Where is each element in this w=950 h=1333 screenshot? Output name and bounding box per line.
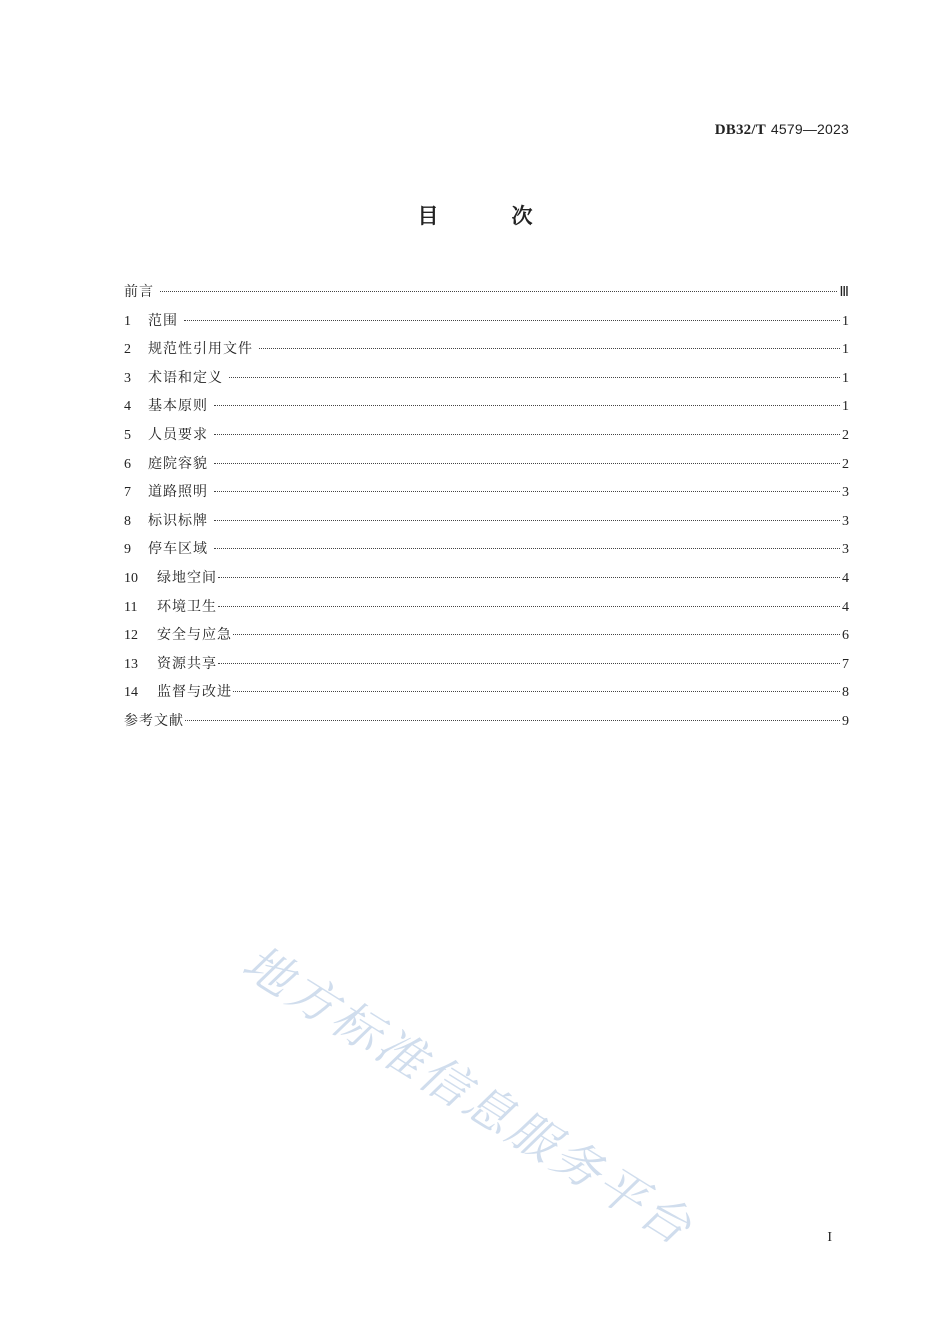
toc-item-page: 9 xyxy=(842,713,849,729)
toc-item[interactable] xyxy=(124,478,849,507)
standard-code xyxy=(715,120,849,139)
toc-item[interactable] xyxy=(124,535,849,564)
toc-item-page: Ⅲ xyxy=(839,285,849,300)
toc-item-label: 庭院容貌 xyxy=(148,455,208,472)
page-title: 目 次 xyxy=(417,204,559,228)
toc-item-page: 1 xyxy=(842,370,849,386)
toc-item-page: 2 xyxy=(842,427,849,443)
toc-item-label: 人员要求 xyxy=(148,426,208,443)
table-of-contents xyxy=(124,278,849,736)
toc-item-number: 5 xyxy=(124,427,131,443)
toc-item-page: 8 xyxy=(842,685,849,701)
toc-item-label: 基本原则 xyxy=(148,398,208,415)
toc-leader-dots xyxy=(184,319,840,321)
toc-item-label: 规范性引用文件 xyxy=(148,341,253,358)
toc-leader-dots xyxy=(233,690,840,692)
toc-item[interactable] xyxy=(124,507,849,536)
toc-item-number: 3 xyxy=(124,370,131,386)
toc-item-number: 4 xyxy=(124,399,131,415)
standard-code-number: 4579—2023 xyxy=(770,121,849,137)
page-number: I xyxy=(827,1230,832,1245)
toc-leader-dots xyxy=(214,490,840,492)
toc-item[interactable] xyxy=(124,278,849,307)
toc-leader-dots xyxy=(229,376,840,378)
toc-item[interactable] xyxy=(124,650,849,679)
toc-item-label: 监督与改进 xyxy=(157,684,232,701)
toc-item-label: 绿地空间 xyxy=(157,569,217,586)
toc-leader-dots xyxy=(218,576,840,578)
toc-item-label: 停车区域 xyxy=(148,541,208,558)
toc-item-page: 3 xyxy=(842,485,849,501)
toc-leader-dots xyxy=(233,633,840,635)
toc-item-number: 12 xyxy=(124,628,138,644)
toc-item-number: 1 xyxy=(124,313,131,329)
toc-item-number: 14 xyxy=(124,685,138,701)
toc-item-label: 环境卫生 xyxy=(157,598,217,615)
toc-item-number: 7 xyxy=(124,485,131,501)
toc-item-page: 1 xyxy=(842,399,849,415)
toc-item-label: 术语和定义 xyxy=(148,369,223,386)
toc-leader-dots xyxy=(160,290,837,292)
toc-item[interactable] xyxy=(124,335,849,364)
toc-item-number: 8 xyxy=(124,513,131,529)
toc-item-number: 9 xyxy=(124,542,131,558)
toc-item[interactable] xyxy=(124,564,849,593)
toc-leader-dots xyxy=(214,462,840,464)
toc-item-label: 范围 xyxy=(148,312,178,329)
toc-item-label: 资源共享 xyxy=(157,655,217,672)
toc-item-number: 11 xyxy=(124,599,138,615)
toc-item[interactable] xyxy=(124,307,849,336)
toc-leader-dots xyxy=(214,433,840,435)
toc-item-page: 4 xyxy=(842,599,849,615)
toc-item-page: 7 xyxy=(842,656,849,672)
toc-leader-dots xyxy=(259,347,840,349)
toc-item[interactable] xyxy=(124,678,849,707)
toc-item[interactable] xyxy=(124,593,849,622)
toc-item[interactable] xyxy=(124,364,849,393)
toc-item[interactable] xyxy=(124,421,849,450)
toc-leader-dots xyxy=(185,719,840,721)
toc-item-page: 3 xyxy=(842,542,849,558)
toc-item-page: 2 xyxy=(842,456,849,472)
toc-leader-dots xyxy=(214,547,840,549)
toc-item[interactable] xyxy=(124,621,849,650)
toc-item-page: 1 xyxy=(842,313,849,329)
toc-item-number: 6 xyxy=(124,456,131,472)
toc-item-label: 安全与应急 xyxy=(157,627,232,644)
toc-item-number: 10 xyxy=(124,570,138,586)
toc-item-number: 2 xyxy=(124,342,131,358)
toc-item-label: 标识标牌 xyxy=(148,512,208,529)
toc-item-page: 4 xyxy=(842,570,849,586)
watermark: 地方标准信息服务平台 xyxy=(232,934,704,1258)
toc-leader-dots xyxy=(214,519,840,521)
toc-leader-dots xyxy=(218,662,840,664)
toc-item[interactable] xyxy=(124,392,849,421)
toc-item-page: 1 xyxy=(842,342,849,358)
toc-leader-dots xyxy=(214,404,840,406)
toc-item-label: 参考文献 xyxy=(124,712,184,729)
toc-leader-dots xyxy=(218,605,840,607)
standard-code-prefix: DB32/T xyxy=(714,122,766,138)
toc-item-page: 3 xyxy=(842,513,849,529)
toc-item[interactable] xyxy=(124,707,849,736)
toc-item-page: 6 xyxy=(842,628,849,644)
toc-item[interactable] xyxy=(124,450,849,479)
toc-item-number: 13 xyxy=(124,656,138,672)
toc-item-label: 道路照明 xyxy=(148,484,208,501)
toc-item-label: 前言 xyxy=(124,284,154,300)
